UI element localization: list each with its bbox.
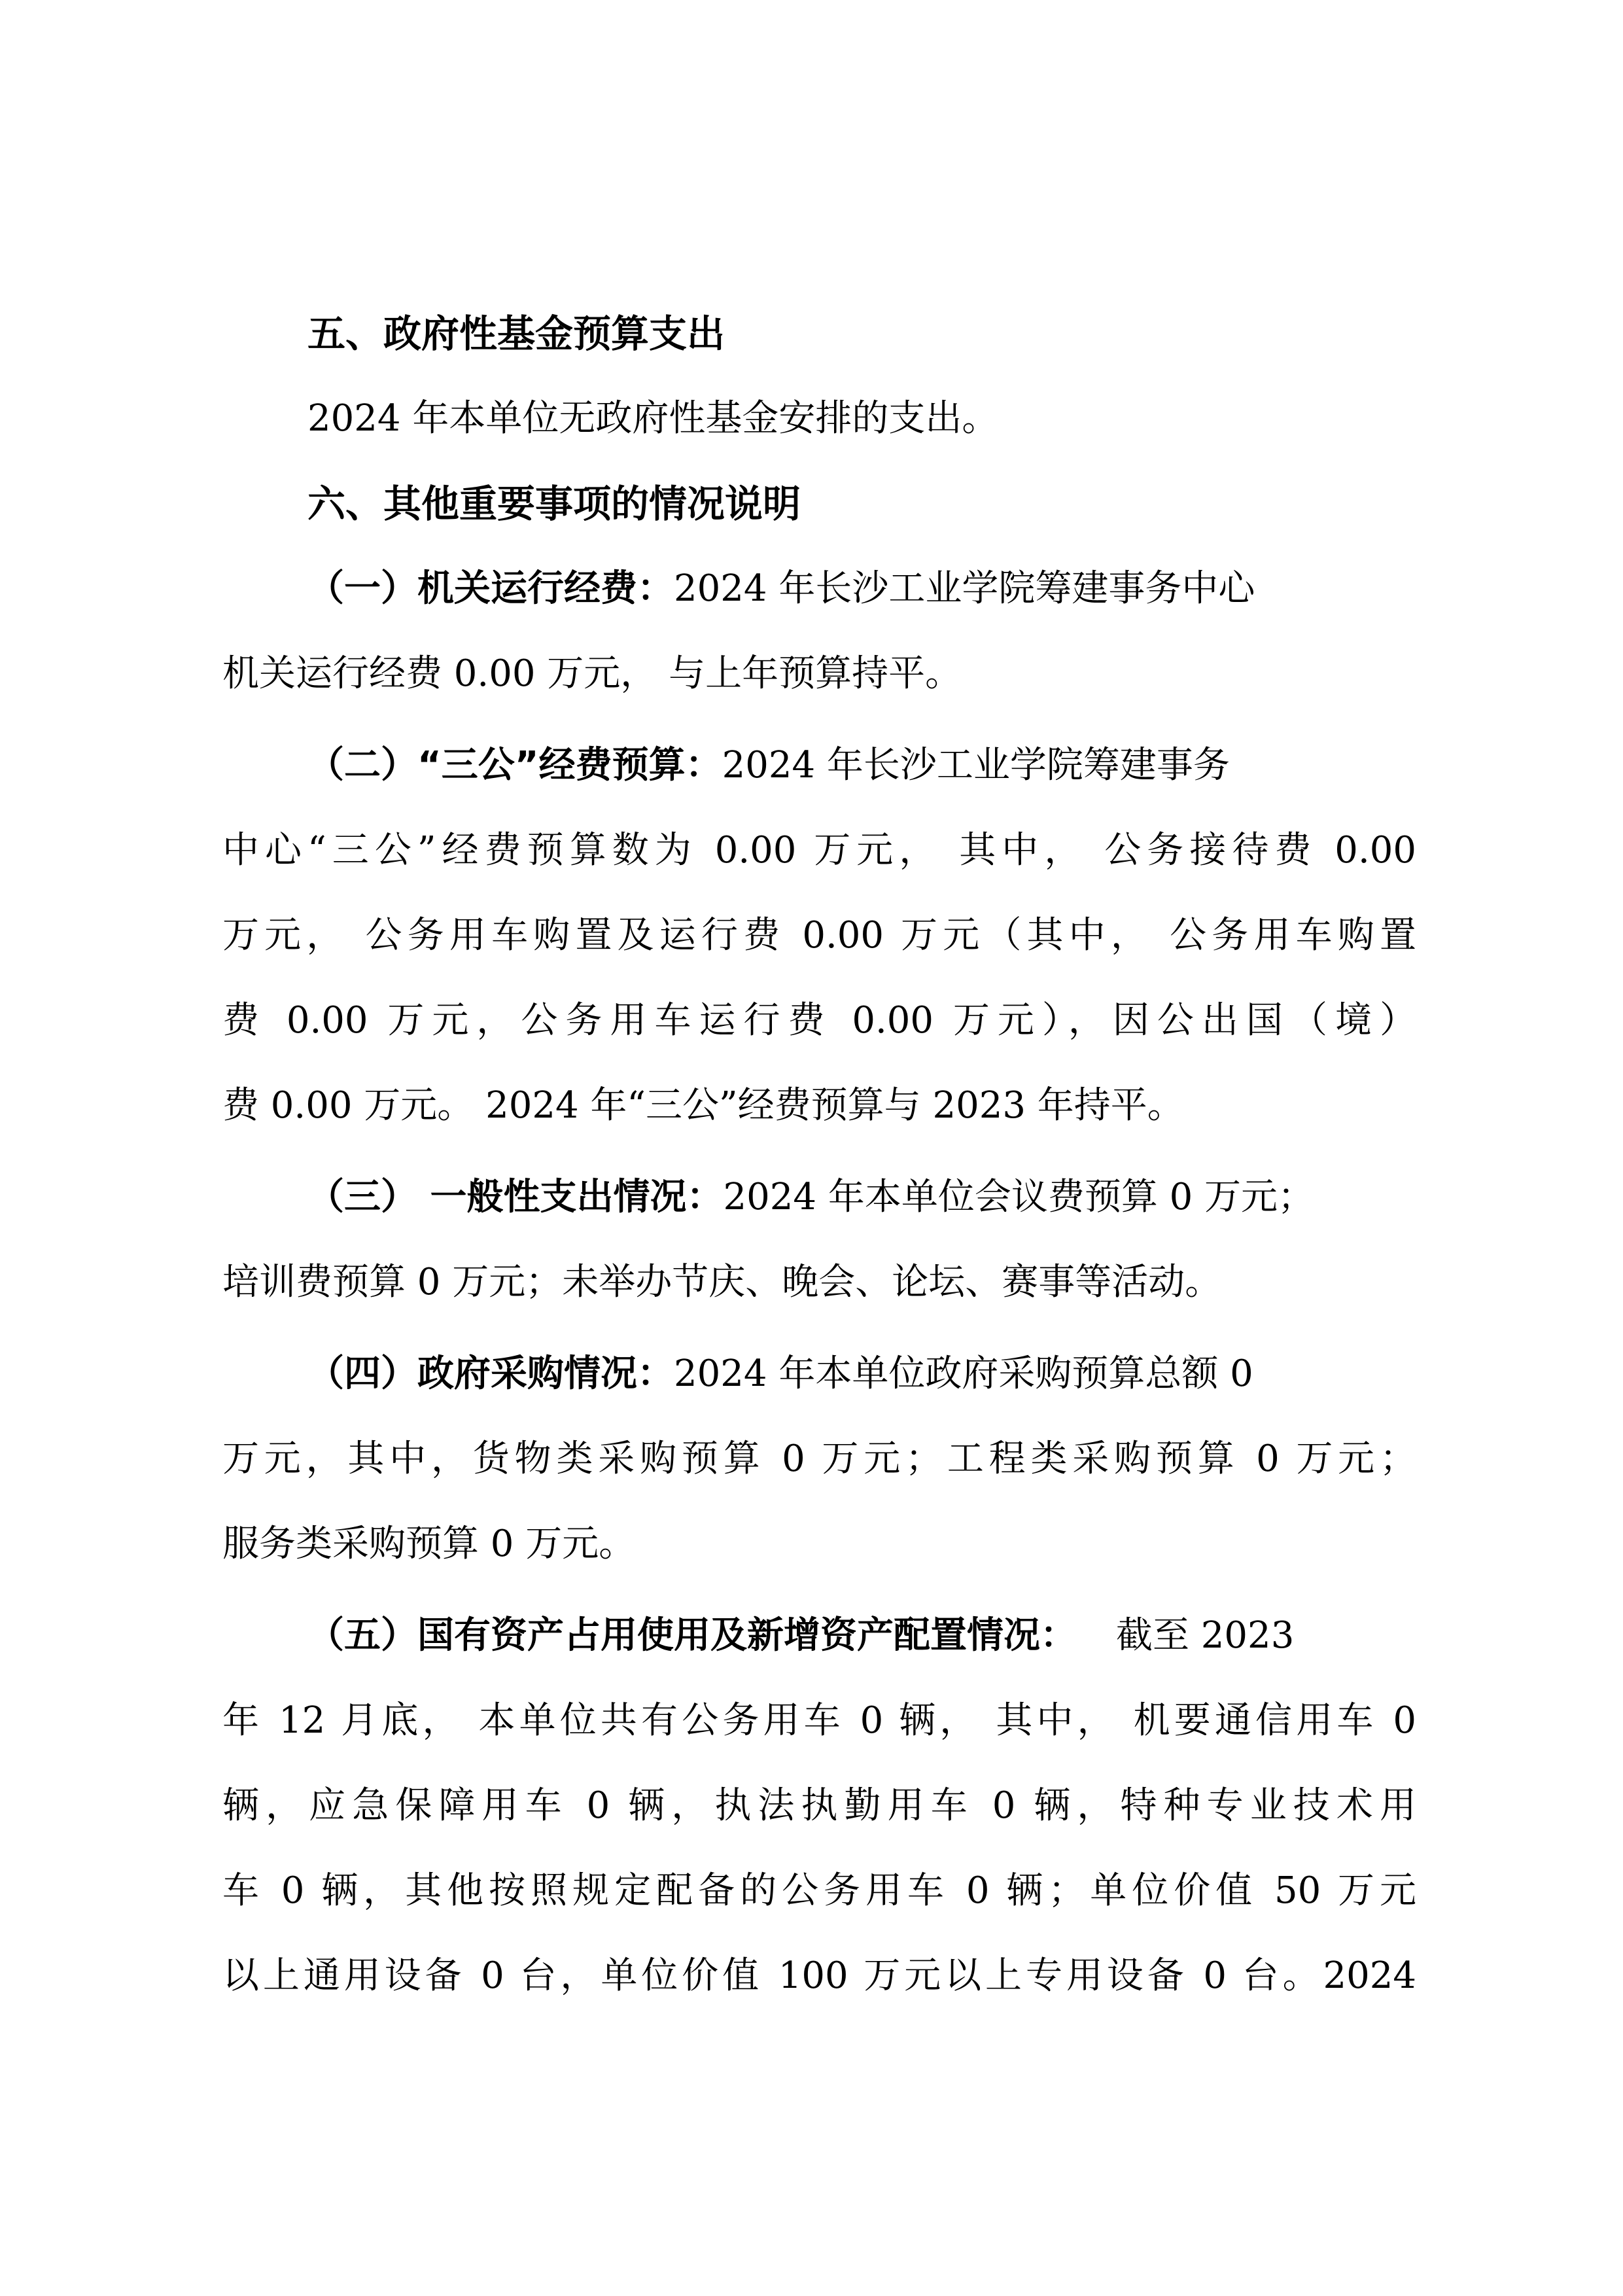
item-3-text: 2024 年本单位会议费预算 0 万元；: [723, 1176, 1315, 1218]
item-1-title: （一）机关运行经费：: [307, 567, 674, 610]
item-4-title: （四）政府采购情况：: [307, 1352, 674, 1395]
paragraph-line: 年 12 月底， 本单位共有公务用车 0 辆， 其中， 机要通信用车 0: [222, 1699, 1416, 1742]
paragraph-line: 万元，其中，货物类采购预算 0 万元；工程类采购预算 0 万元；: [222, 1438, 1416, 1480]
item-2-text: 2024 年长沙工业学院筹建事务: [722, 744, 1230, 786]
item-1-text: 2024 年长沙工业学院筹建事务中心: [674, 567, 1255, 610]
item-5-title: （五）国有资产占用使用及新增资产配置情况：: [307, 1614, 1077, 1657]
item-2-title: （二）“三公”经费预算：: [307, 744, 722, 786]
paragraph-line: 费 0.00 万元，公务用车运行费 0.00 万元），因公出国（境）: [222, 999, 1416, 1042]
paragraph-line: 万元， 公务用车购置及运行费 0.00 万元（其中， 公务用车购置: [222, 914, 1416, 957]
section-heading-5: 五、政府性基金预算支出: [307, 311, 725, 356]
paragraph-line: 培训费预算 0 万元；未举办节庆、晚会、论坛、赛事等活动。: [222, 1261, 1222, 1303]
paragraph-line: 机关运行经费 0.00 万元， 与上年预算持平。: [222, 652, 962, 695]
paragraph-line: 2024 年本单位无政府性基金安排的支出。: [307, 397, 999, 440]
paragraph-line: 以上通用设备 0 台，单位价值 100 万元以上专用设备 0 台。2024: [222, 1954, 1416, 1997]
paragraph-line: 车 0 辆，其他按照规定配备的公务用车 0 辆；单位价值 50 万元: [222, 1869, 1416, 1912]
item-4-text: 2024 年本单位政府采购预算总额 0: [674, 1352, 1253, 1395]
item-1-first-line: [307, 565, 1416, 612]
item-5-text: 截至 2023: [1116, 1614, 1295, 1657]
paragraph-line: 中心“三公”经费预算数为 0.00 万元， 其中， 公务接待费 0.00: [222, 829, 1416, 872]
item-2-first-line: [307, 742, 1416, 789]
paragraph-line: 费 0.00 万元。 2024 年“三公”经费预算与 2023 年持平。: [222, 1084, 1184, 1127]
section-heading-6: 六、其他重要事项的情况说明: [307, 482, 801, 526]
item-5-first-line: [307, 1612, 1416, 1659]
item-4-first-line: [307, 1351, 1416, 1398]
item-3-first-line: [307, 1174, 1416, 1221]
item-3-title: （三） 一般性支出情况：: [307, 1176, 724, 1218]
paragraph-line: 辆，应急保障用车 0 辆，执法执勤用车 0 辆，特种专业技术用: [222, 1784, 1416, 1827]
paragraph-line: 服务类采购预算 0 万元。: [222, 1523, 636, 1565]
